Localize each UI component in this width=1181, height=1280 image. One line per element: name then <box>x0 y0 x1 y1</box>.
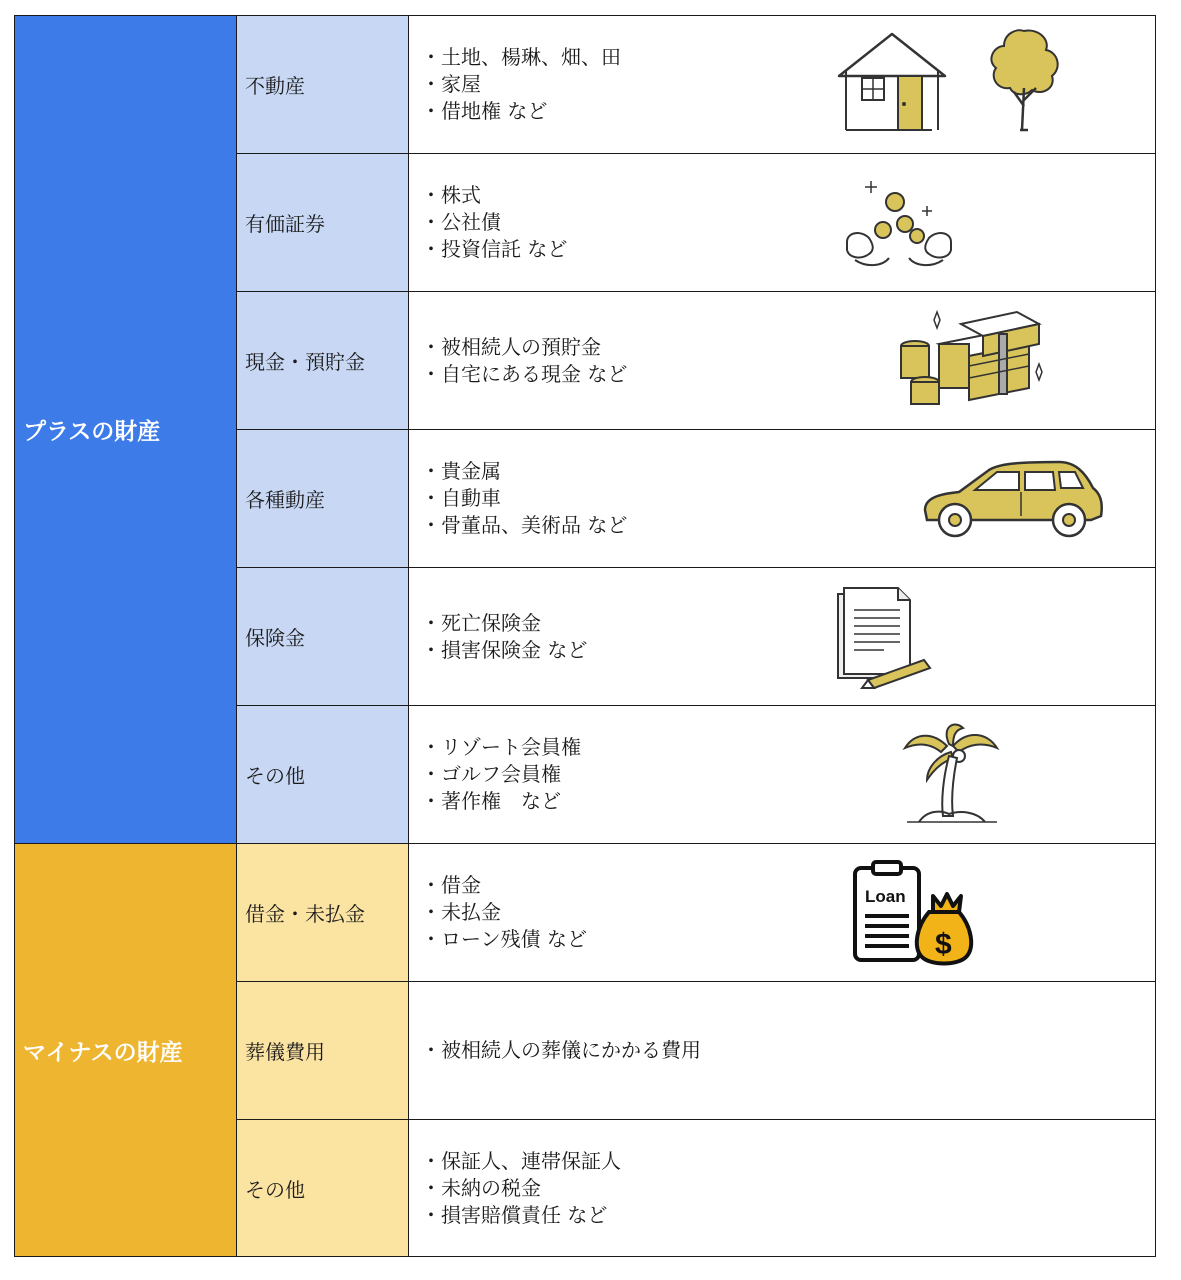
category-label: 現金・預貯金 <box>245 350 365 374</box>
items-cell <box>409 844 1155 982</box>
list-item: ・ ローン残債 など <box>421 926 587 953</box>
category-label: その他 <box>245 1177 305 1202</box>
category-label: その他 <box>245 764 305 788</box>
coins-in-hands-icon <box>839 176 959 276</box>
dollar-icon: $ <box>935 928 952 961</box>
list-item: ・ 借金 <box>421 872 587 899</box>
list-item: ・ 貴金属 <box>421 458 627 485</box>
category-cell <box>237 154 409 292</box>
list-item: ・ 損害保険金 など <box>421 637 587 664</box>
category-cell <box>237 982 409 1120</box>
loan-clipboard-icon <box>849 860 989 970</box>
items-list <box>421 872 587 953</box>
category-label: 有価証券 <box>245 212 325 236</box>
items-cell <box>409 430 1155 568</box>
category-cell <box>237 706 409 844</box>
list-item: ・ 損害賠償責任 など <box>421 1202 621 1229</box>
house-and-tree-icon <box>834 26 1074 138</box>
items-list <box>421 610 587 664</box>
list-item: ・ 土地、楊琳、畑、田 <box>421 44 621 71</box>
list-item: ・ 自動車 <box>421 485 627 512</box>
loan-label: Loan <box>865 887 906 906</box>
items-cell <box>409 982 1155 1120</box>
category-label: 不動産 <box>245 74 305 98</box>
cash-stacks-icon <box>889 304 1069 414</box>
items-list <box>421 1148 621 1229</box>
list-item: ・ 家屋 <box>421 71 621 98</box>
list-item: ・ 公社債 <box>421 209 567 236</box>
category-label: 借金・未払金 <box>245 902 365 926</box>
car-icon <box>919 458 1109 548</box>
items-cell <box>409 568 1155 706</box>
items-cell <box>409 292 1155 430</box>
list-item: ・ 骨董品、美術品 など <box>421 512 627 539</box>
items-list <box>421 44 621 125</box>
list-item: ・ 被相続人の葬儀にかかる費用 <box>421 1037 701 1064</box>
items-list <box>421 1037 701 1064</box>
list-item: ・ 投資信託 など <box>421 236 567 263</box>
group-plus-assets <box>15 16 237 844</box>
items-list <box>421 334 627 388</box>
items-list <box>421 734 581 815</box>
list-item: ・ リゾート会員権 <box>421 734 581 761</box>
list-item: ・ 株式 <box>421 182 567 209</box>
category-cell <box>237 16 409 154</box>
group-minus-label: マイナスの財産 <box>23 1039 183 1066</box>
list-item: ・ 自宅にある現金 など <box>421 361 627 388</box>
list-item: ・ 著作権 など <box>421 788 581 815</box>
category-cell <box>237 568 409 706</box>
category-label: 保険金 <box>245 626 305 650</box>
palm-tree-icon <box>897 718 1007 833</box>
items-cell <box>409 706 1155 844</box>
items-cell <box>409 154 1155 292</box>
category-cell <box>237 292 409 430</box>
group-plus-label: プラスの財産 <box>23 419 161 445</box>
list-item: ・ 保証人、連帯保証人 <box>421 1148 621 1175</box>
document-pen-icon <box>834 584 944 694</box>
group-minus-assets <box>15 844 237 1256</box>
list-item: ・ ゴルフ会員権 <box>421 761 581 788</box>
items-cell <box>409 1120 1155 1256</box>
list-item: ・ 未納の税金 <box>421 1175 621 1202</box>
items-list <box>421 182 567 263</box>
category-cell <box>237 1120 409 1256</box>
category-label: 葬儀費用 <box>245 1040 325 1064</box>
category-label: 各種動産 <box>245 488 325 512</box>
category-cell <box>237 430 409 568</box>
items-list <box>421 458 627 539</box>
list-item: ・ 死亡保険金 <box>421 610 587 637</box>
category-cell <box>237 844 409 982</box>
list-item: ・ 借地権 など <box>421 98 621 125</box>
list-item: ・ 被相続人の預貯金 <box>421 334 627 361</box>
asset-table <box>14 15 1156 1257</box>
list-item: ・ 未払金 <box>421 899 587 926</box>
items-cell <box>409 16 1155 154</box>
